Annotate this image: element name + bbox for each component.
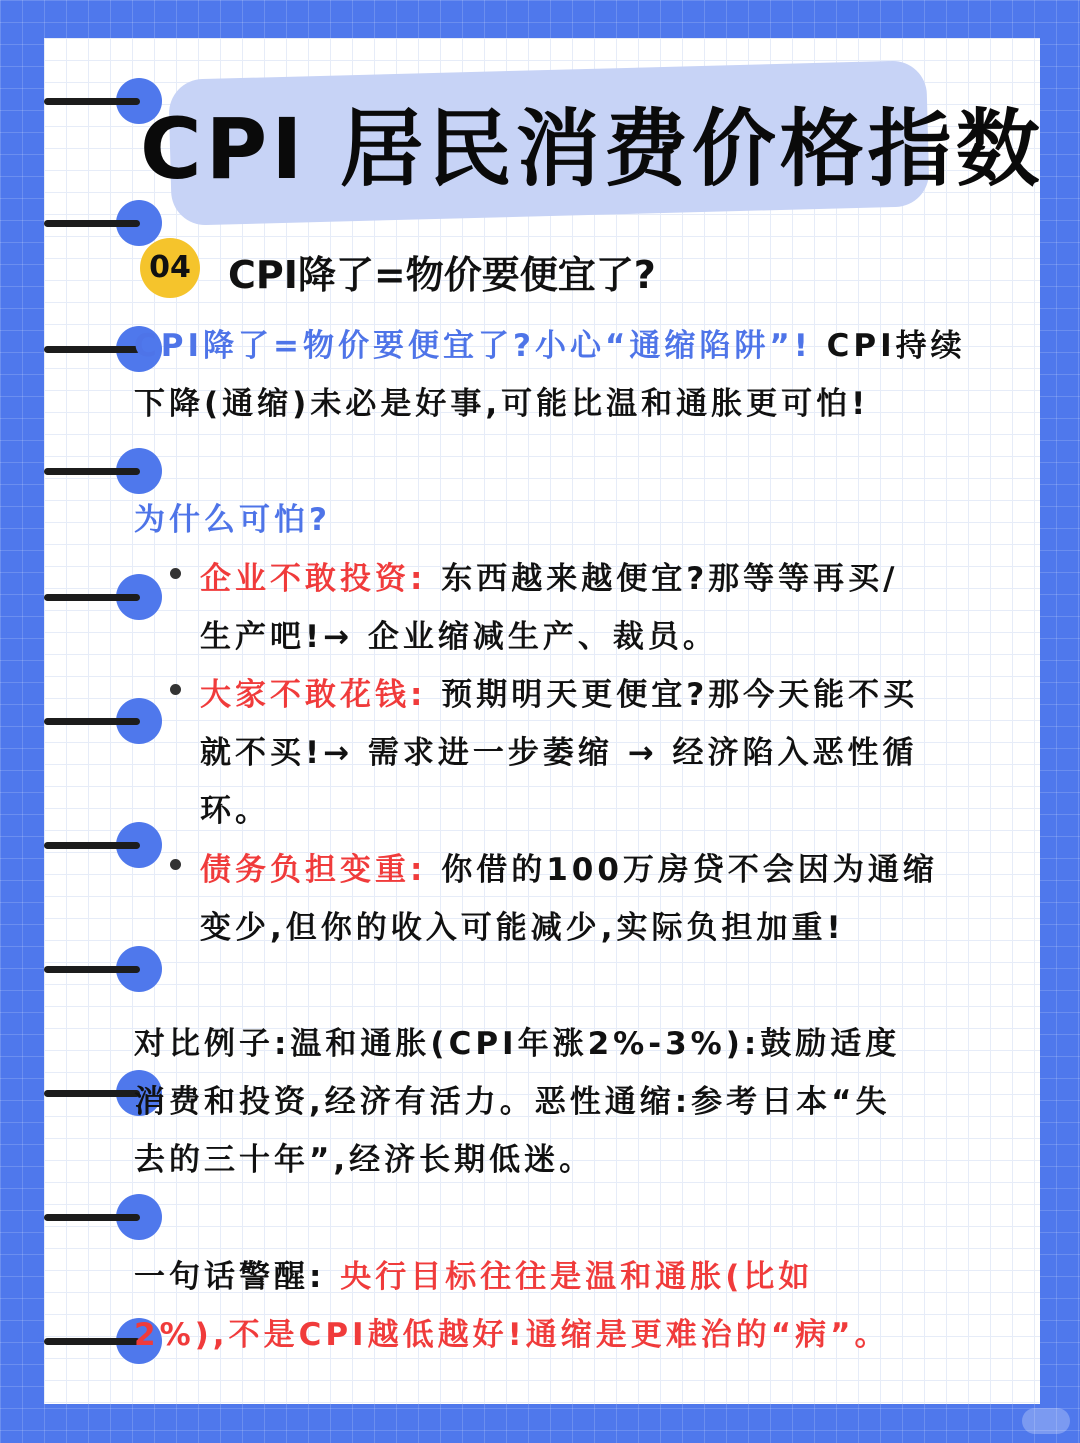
bullet-dot	[170, 684, 181, 695]
watermark	[1022, 1408, 1070, 1434]
bullet-2-label: 大家不敢花钱:	[200, 677, 427, 713]
binder-ring	[44, 946, 164, 1000]
summary-highlight: 央行目标往往是温和通胀(比如	[340, 1259, 814, 1295]
bullet-3-label: 债务负担变重:	[200, 852, 427, 888]
page-title: CPI 居民消费价格指数	[140, 100, 1044, 198]
bullet-1-line-2: 生产吧!→ 企业缩减生产、裁员。	[200, 619, 718, 655]
bullet-1-line-1	[200, 553, 899, 598]
intro-line-2: 下降(通缩)未必是好事,可能比温和通胀更可怕!	[134, 386, 870, 422]
intro-highlight: CPI降了=物价要便宜了?小心“通缩陷阱”!	[134, 328, 812, 364]
bullet-2-line-3: 环。	[200, 793, 270, 829]
bullet-3-text: 你借的100万房贷不会因为通缩	[441, 852, 938, 888]
section-heading: CPI降了=物价要便宜了?	[228, 253, 656, 297]
binder-ring	[44, 698, 164, 752]
intro-line-1-rest: CPI持续	[826, 328, 966, 364]
binder-ring	[44, 200, 164, 254]
binder-ring	[44, 574, 164, 628]
why-heading: 为什么可怕?	[134, 502, 331, 538]
comparison-line-1: 对比例子:温和通胀(CPI年涨2%-3%):鼓励适度	[134, 1026, 901, 1062]
comparison-line-2: 消费和投资,经济有活力。恶性通缩:参考日本“失	[134, 1084, 891, 1120]
bullet-dot	[170, 859, 181, 870]
summary-line-2: 2%),不是CPI越低越好!通缩是更难治的“病”。	[134, 1317, 890, 1353]
binder-ring	[44, 1194, 164, 1248]
bullet-dot	[170, 568, 181, 579]
bullet-1-text: 东西越来越便宜?那等等再买/	[441, 561, 899, 597]
intro-line-1	[134, 320, 966, 365]
notebook-card	[44, 38, 1044, 1404]
bullet-3-line-1	[200, 844, 938, 889]
summary-label: 一句话警醒:	[134, 1259, 326, 1295]
bullet-2-line-2: 就不买!→ 需求进一步萎缩 → 经济陷入恶性循	[200, 735, 918, 771]
binder-ring	[44, 822, 164, 876]
bullet-2-text: 预期明天更便宜?那今天能不买	[441, 677, 919, 713]
bullet-3-line-2: 变少,但你的收入可能减少,实际负担加重!	[200, 910, 845, 946]
bullet-1-label: 企业不敢投资:	[200, 561, 427, 597]
bullet-2-line-1	[200, 669, 918, 714]
comparison-line-3: 去的三十年”,经济长期低迷。	[134, 1142, 595, 1178]
section-number-badge: 04	[140, 238, 200, 298]
summary-line-1	[134, 1251, 813, 1296]
